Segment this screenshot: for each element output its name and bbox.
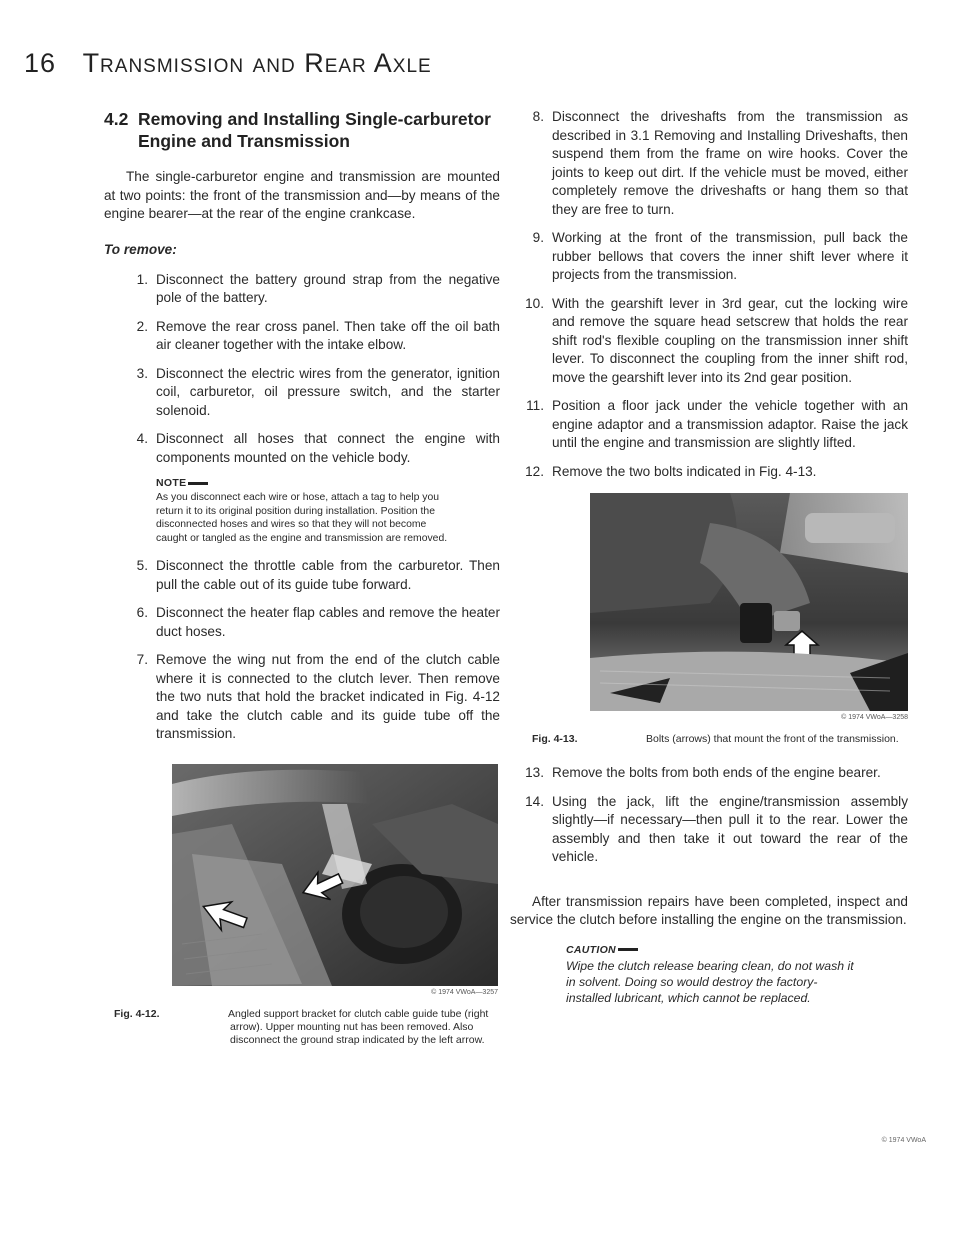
figure-caption <box>532 733 908 746</box>
steps-list-2 <box>104 557 500 744</box>
steps-list-4 <box>510 764 908 867</box>
list-item: 5. Disconnect the throttle cable from the carburetor. Then pull the cable out of its guide tube forward. <box>136 558 500 592</box>
list-item: 7. Remove the wing nut from the end of the clutch cable where it is connected to the clutch lever. Then remove the two nuts that hold the bracket indicated in Fig. 4-12 and take the clutch cable and its guide tube off the transmission. <box>136 652 500 742</box>
chapter-title: Transmission and Rear Axle <box>82 48 432 78</box>
caption-text: Bolts (arrows) that mount the front of the transmission. <box>646 733 899 745</box>
figure-label: Fig. 4-13. <box>532 733 578 745</box>
left-column <box>104 108 500 1047</box>
figure-4-13 <box>532 493 908 746</box>
front-mount-photo <box>590 493 908 711</box>
section-heading <box>104 108 500 152</box>
list-item: 12. Remove the two bolts indicated in Fig. 4-13. <box>525 463 817 479</box>
steps-list-1 <box>104 271 500 468</box>
list-item: 10. With the gearshift lever in 3rd gear, cut the locking wire and remove the square head setscrew that holds the rear shift rod's flexible coupling on the transmission inner shift lever. To disconnect the coupling from the inner shift rod, move the gearshift lever into its 2nd gear position. <box>525 295 908 385</box>
list-item: 14. Using the jack, lift the engine/transmission assembly slightly—if necessary—then pull it to the rear. Lower the assembly and then take it out toward the rear of the vehicle. <box>525 793 908 865</box>
transmission-photo <box>172 764 498 986</box>
list-item: 2. Remove the rear cross panel. Then take off the oil bath air cleaner together with the intake elbow. <box>136 318 500 352</box>
figure-caption <box>114 1007 498 1048</box>
list-item: 3. Disconnect the electric wires from the generator, ignition coil, carburetor, oil pressure switch, and the starter solenoid. <box>136 365 500 418</box>
caution-label: CAUTION <box>566 944 856 956</box>
steps-list-3 <box>510 108 908 481</box>
caution-box <box>566 944 856 1006</box>
caption-text: Angled support bracket for clutch cable guide tube (right arrow). Upper mounting nut has been removed. Also disconnect the ground strap indicated by the left arrow. <box>228 1007 489 1047</box>
list-item: 4. Disconnect all hoses that connect the engine with components mounted on the vehicle body. <box>136 431 500 465</box>
figure-4-12 <box>114 764 498 1048</box>
to-remove-heading: To remove: <box>104 241 177 257</box>
photo-illustration <box>172 764 498 986</box>
intro-paragraph: The single-carburetor engine and transmission are mounted at two points: the front of the transmission and—by means of the engine bearer—at the rear of the engine crankcase. <box>104 169 500 221</box>
note-text: As you disconnect each wire or hose, attach a tag to help you return it to its original position during installation. Position the disconnected hoses and wires so that they will not become caught or tangled as the engine and transmission are removed. <box>156 492 448 544</box>
photo-illustration <box>590 493 908 711</box>
section-title: Removing and Installing Single-carburetor Engine and Transmission <box>138 109 491 151</box>
after-paragraph: After transmission repairs have been completed, inspect and service the clutch before installing the engine on the transmission. <box>510 893 908 928</box>
running-head <box>24 48 432 79</box>
list-item: 8. Disconnect the driveshafts from the transmission as described in 3.1 Removing and Installing Driveshafts, then suspend them from the frame on wire hooks. Cover the joints to keep out dirt. If the vehicle must be moved, either completely remove the driveshafts or hang them so that they are free to turn. <box>532 109 908 217</box>
list-item: 13. Remove the bolts from both ends of the engine bearer. <box>525 765 881 781</box>
list-item: 1. Disconnect the battery ground strap from the negative pole of the battery. <box>136 271 500 305</box>
right-column <box>510 108 908 1006</box>
copyright-mark: © 1974 VWoA <box>881 1137 926 1144</box>
figure-label: Fig. 4-12. <box>114 1007 160 1020</box>
photo-credit: © 1974 VWoA—3258 <box>841 714 908 721</box>
page-number: 16 <box>24 48 57 78</box>
list-item: 11. Position a floor jack under the vehicle together with an engine adaptor and a transmission adaptor. Raise the jack until the engine and transmission are slightly lifted. <box>526 398 908 450</box>
note-box <box>156 477 452 545</box>
photo-credit: © 1974 VWoA—3257 <box>431 988 498 996</box>
list-item: 9. Working at the front of the transmission, pull back the rubber bellows that covers the inner shift lever where it projects from the transmission. <box>532 230 908 282</box>
section-number: 4.2 <box>104 109 129 129</box>
note-label: NOTE <box>156 477 452 489</box>
list-item: 6. Disconnect the heater flap cables and remove the heater duct hoses. <box>136 605 500 639</box>
caution-text: Wipe the clutch release bearing clean, do not wash it in solvent. Doing so would destroy the factory-installed lubricant, which cannot be replaced. <box>566 958 854 1005</box>
